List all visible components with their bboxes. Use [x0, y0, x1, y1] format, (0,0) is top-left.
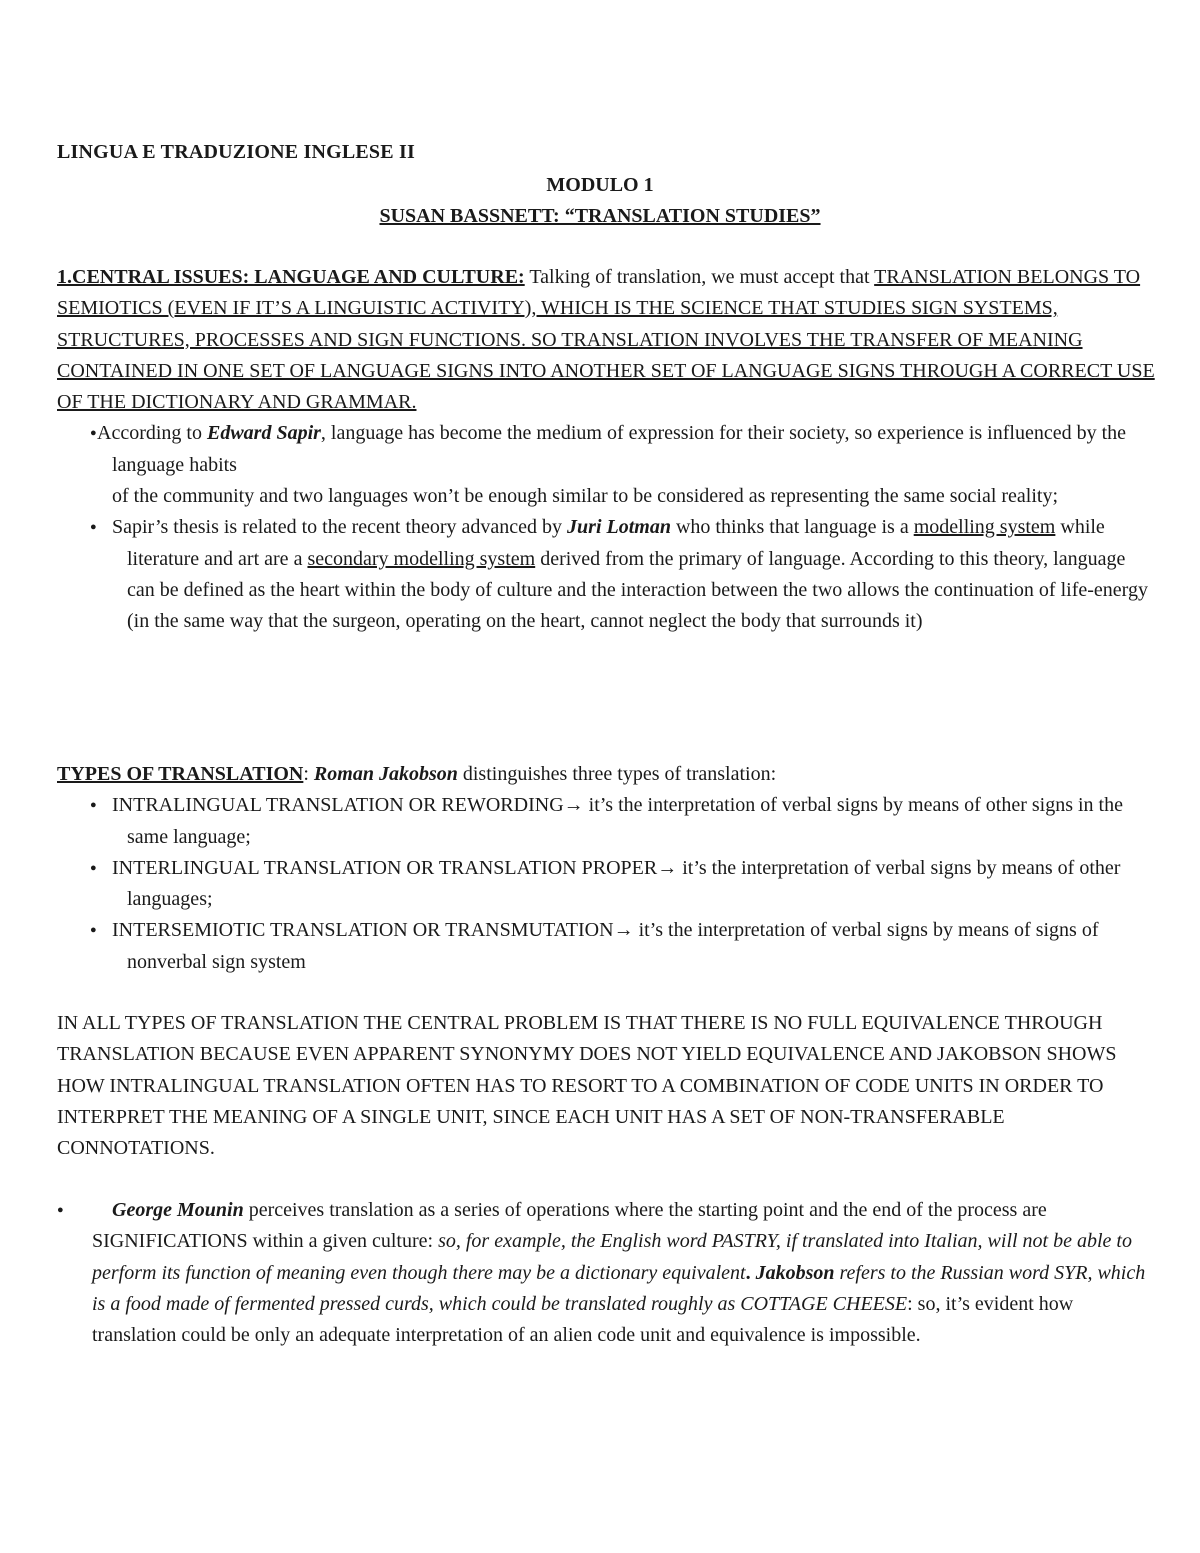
mounin-list — [57, 1195, 1147, 1351]
name-edward-sapir: Edward Sapir — [206, 422, 321, 445]
name-george-mounin: George Mounin — [112, 1199, 244, 1221]
list-item: ● INTRALINGUAL TRANSLATION OR REWORDING→ it’s the interpretation of verbal signs by means of other signs in the same language; — [57, 790, 1157, 853]
arrow-icon: → — [613, 919, 634, 942]
module-title: MODULO 1 — [546, 174, 654, 196]
equivalence-paragraph: IN ALL TYPES OF TRANSLATION THE CENTRAL PROBLEM IS THAT THERE IS NO FULL EQUIVALENCE THROUGH TRANSLATION BECAUSE EVEN APPARENT SYNONYMY DOES NOT YIELD EQUIVALENCE AND JAKOBSON SHOWS HOW INTRALINGUAL TRANSLATION OFTEN HAS TO RESORT TO A COMBINATION OF CODE UNITS IN ORDER TO INTERPRET THE MEANING OF A SINGLE UNIT, SINCE EACH UNIT HAS A SET OF NON-TRANSFERABLE CONNOTATIONS. — [57, 1012, 1117, 1160]
bullet-sapir: ● According to Edward Sapir, language has become the medium of expression for their society, so experience is influenced by the language habits — [57, 418, 1157, 481]
section2-intro: TYPES OF TRANSLATION: Roman Jakobson distinguishes three types of translation: — [57, 763, 777, 785]
section1-underlined-text: TRANSLATION BELONGS TO SEMIOTICS (EVEN IF IT’S A LINGUISTIC ACTIVITY), WHICH IS THE SCIENCE THAT STUDIES SIGN SYSTEMS, STRUCTURES, PROCESSES AND SIGN FUNCTIONS. SO TRANSLATION INVOLVES THE TRANSFER OF MEANING CONTAINED IN ONE SET OF LANGUAGE SIGNS INTO ANOTHER SET OF LANGUAGE SIGNS THROUGH A CORRECT USE OF THE DICTIONARY AND GRAMMAR. — [57, 266, 1155, 414]
section1-paragraph — [57, 262, 1157, 418]
list-item: ● INTERLINGUAL TRANSLATION OR TRANSLATION PROPER→ it’s the interpretation of verbal signs by means of other languages; — [57, 853, 1157, 916]
section-equivalence — [57, 1008, 1117, 1164]
book-title: SUSAN BASSNETT: “TRANSLATION STUDIES” — [379, 205, 821, 227]
section1-bullets-2 — [57, 512, 1157, 637]
name-juri-lotman: Juri Lotman — [567, 516, 671, 539]
section2-heading: TYPES OF TRANSLATION — [57, 763, 304, 785]
list-item: ● INTERSEMIOTIC TRANSLATION OR TRANSMUTATION→ it’s the interpretation of verbal signs by means of signs of nonverbal sign system — [57, 915, 1157, 978]
section1-heading: 1.CENTRAL ISSUES: LANGUAGE AND CULTURE: — [57, 266, 525, 288]
arrow-icon: → — [657, 856, 678, 879]
section-central-issues — [57, 262, 1157, 638]
course-title: LINGUA E TRADUZIONE INGLESE II — [57, 141, 415, 163]
bullet-lotman: ● Sapir’s thesis is related to the recent theory advanced by Juri Lotman who thinks that language is a modelling system while literature and art are a secondary modelling system derived from the primary of language. According to this theory, language can be defined as the heart within the body of culture and the interaction between the two allows the continuation of life-energy (in the same way that the surgeon, operating on the heart, cannot neglect the body that surrounds it) — [57, 512, 1157, 637]
arrow-icon: → — [563, 794, 584, 817]
translation-types-list — [57, 790, 1157, 978]
section1-intro: Talking of translation, we must accept that — [524, 266, 875, 288]
sapir-continuation: of the community and two languages won’t be enough similar to be considered as representing the same social reality; — [112, 485, 1059, 508]
name-roman-jakobson: Roman Jakobson — [313, 763, 458, 785]
section-mounin — [57, 1195, 1147, 1351]
section1-bullets — [57, 418, 1157, 481]
bullet-mounin: ● George Mounin perceives translation as a series of operations where the starting point and the end of the process are SIGNIFICATIONS within a given culture: so, for example, the English word PASTRY, if translated into Italian, will not be able to perform its function of meaning even though there may be a dictionary equivalent. Jakobson refers to the Russian word SYR, which is a food made of fermented pressed curds, which could be translated roughly as COTTAGE CHEESE: so, it’s evident how translation could be only an adequate interpretation of an alien code unit and equivalence is impossible. — [57, 1195, 1147, 1351]
name-jakobson: Jakobson — [755, 1261, 835, 1284]
section-types-of-translation — [57, 759, 1157, 978]
